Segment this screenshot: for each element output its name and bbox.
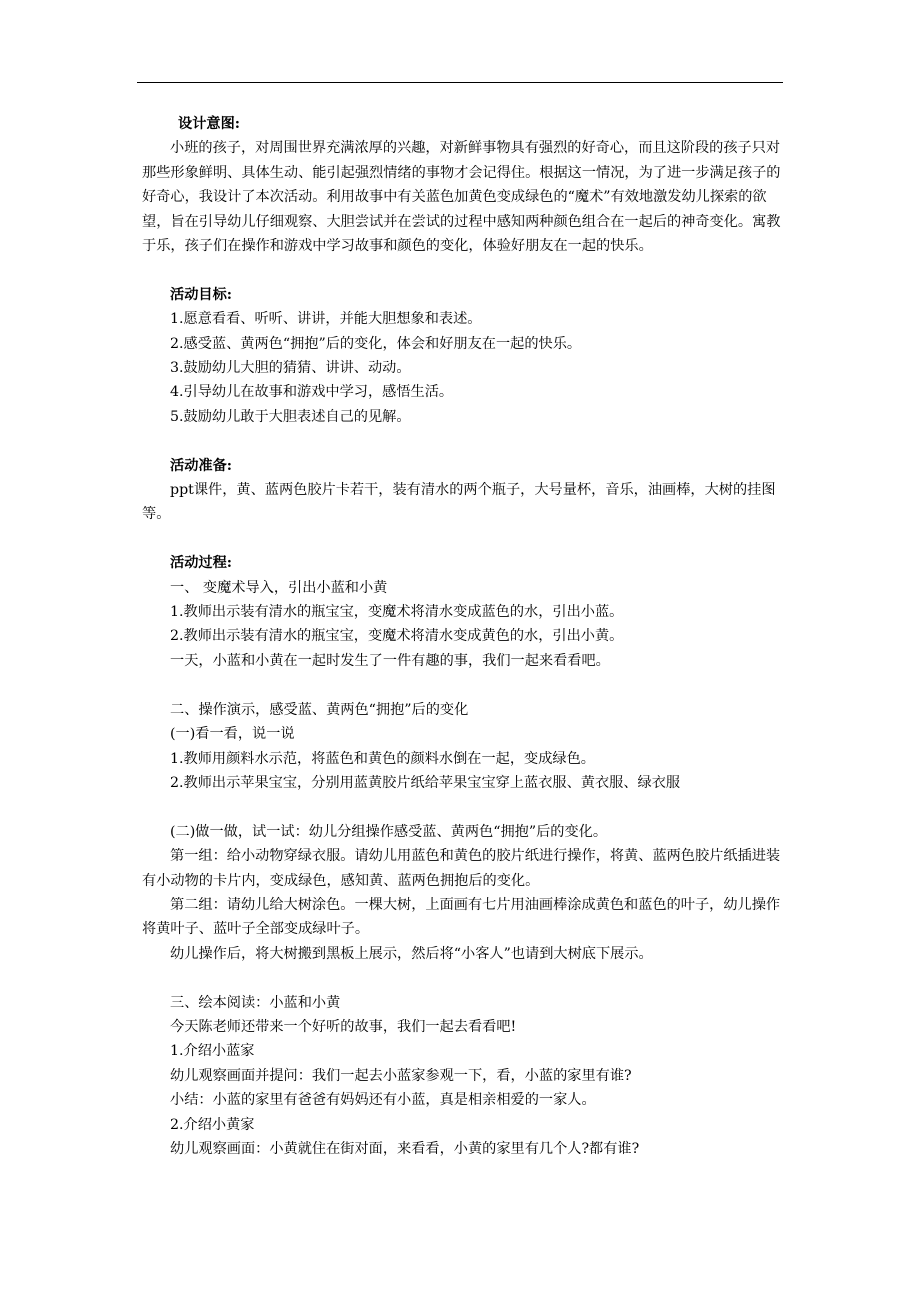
- part2-line-1: 1.教师用颜料水示范，将蓝色和黄色的颜料水倒在一起，变成绿色。: [170, 750, 595, 767]
- part3-line-6: 幼儿观察画面：小黄就住在街对面，来看看，小黄的家里有几个人?都有谁?: [170, 1140, 640, 1157]
- part3-line-4: 小结：小蓝的家里有爸爸有妈妈还有小蓝，真是相亲相爱的一家人。: [170, 1092, 596, 1109]
- goal-item-1: 1.愿意看看、听听、讲讲，并能大胆想象和表述。: [170, 311, 482, 328]
- document-body: [142, 112, 786, 1161]
- prep-heading: 活动准备:: [170, 457, 232, 474]
- goal-item-5: 5.鼓励幼儿敢于大胆表述自己的见解。: [170, 408, 411, 425]
- goal-item-3: 3.鼓励幼儿大胆的猜猜、讲讲、动动。: [170, 360, 411, 377]
- goal-item-2: 2.感受蓝、黄两色“拥抱”后的变化，体会和好朋友在一起的快乐。: [170, 335, 582, 352]
- part2-group1: 第一组：给小动物穿绿衣服。请幼儿用蓝色和黄色的胶片纸进行操作，将黄、蓝两色胶片纸插进装有小动物的卡片内，变成绿色，感知黄、蓝两色拥抱后的变化。: [142, 848, 781, 889]
- part2-group2: 第二组：请幼儿给大树涂色。一棵大树，上面画有七片用油画棒涂成黄色和蓝色的叶子，幼儿操作将黄叶子、蓝叶子全部变成绿叶子。: [142, 896, 781, 938]
- goals-heading: 活动目标:: [170, 286, 232, 303]
- design-heading: 设计意图:: [178, 116, 240, 132]
- header-rule: [137, 82, 783, 83]
- part1-line-2: 2.教师出示装有清水的瓶宝宝，变魔术将清水变成黄色的水，引出小黄。: [170, 628, 624, 645]
- prep-paragraph: ppt课件，黄、蓝两色胶片卡若干，装有清水的两个瓶子，大号量杯，音乐，油画棒，大树的挂图等。: [142, 482, 776, 523]
- part3-line-1: 今天陈老师还带来一个好听的故事，我们一起去看看吧!: [170, 1018, 517, 1035]
- part1-title: 一、 变魔术导入，引出小蓝和小黄: [170, 579, 388, 596]
- part2-title: 二、操作演示，感受蓝、黄两色“拥抱”后的变化: [170, 701, 469, 718]
- part3-line-3: 幼儿观察画面并提问：我们一起去小蓝家参观一下，看，小蓝的家里有谁?: [170, 1067, 632, 1084]
- part2-sub1: (一)看一看，说一说: [170, 726, 295, 743]
- process-heading: 活动过程:: [170, 555, 232, 572]
- part3-title: 三、绘本阅读：小蓝和小黄: [170, 994, 341, 1011]
- part3-line-5: 2.介绍小黄家: [170, 1116, 255, 1133]
- part2-after: 幼儿操作后，将大树搬到黑板上展示，然后将“小客人”也请到大树底下展示。: [170, 945, 653, 962]
- part2-sub2: (二)做一做，试一试：幼儿分组操作感受蓝、黄两色“拥抱”后的变化。: [170, 823, 608, 840]
- design-paragraph: 小班的孩子，对周围世界充满浓厚的兴趣，对新鲜事物具有强烈的好奇心，而且这阶段的孩子只对那些形象鲜明、具体生动、能引起强烈情绪的事物才会记得住。根据这一情况，为了进一步满足孩子的好奇心，我设计了本次活动。利用故事中有关蓝色加黄色变成绿色的“魔术”有效地激发幼儿探索的欲望，旨在引导幼儿仔细观察、大胆尝试并在尝试的过程中感知两种颜色组合在一起后的神奇变化。寓教于乐，孩子们在操作和游戏中学习故事和颜色的变化，体验好朋友在一起的快乐。: [142, 140, 781, 255]
- part3-line-2: 1.介绍小蓝家: [170, 1043, 255, 1060]
- part1-line-1: 1.教师出示装有清水的瓶宝宝，变魔术将清水变成蓝色的水，引出小蓝。: [170, 604, 624, 621]
- goal-item-4: 4.引导幼儿在故事和游戏中学习，感悟生活。: [170, 384, 454, 401]
- part1-line-3: 一天，小蓝和小黄在一起时发生了一件有趣的事，我们一起来看看吧。: [170, 652, 610, 669]
- part2-line-2: 2.教师出示苹果宝宝，分别用蓝黄胶片纸给苹果宝宝穿上蓝衣服、黄衣服、绿衣服: [170, 774, 681, 791]
